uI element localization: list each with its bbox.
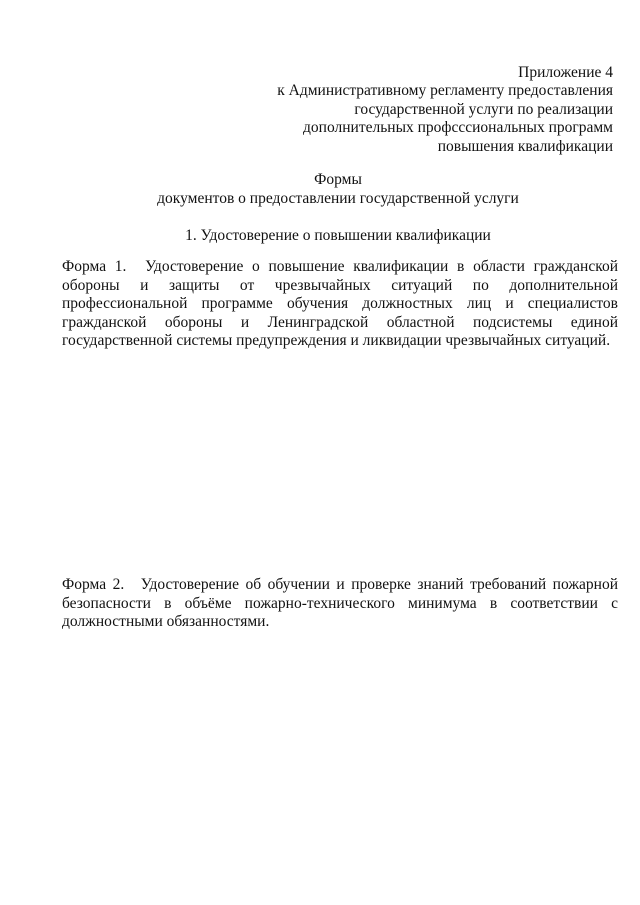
appendix-line-3: государственной услуги по реализации bbox=[354, 100, 613, 118]
form-2-label: Форма 2. bbox=[62, 576, 125, 593]
section-heading: 1. Удостоверение о повышении квалификации bbox=[185, 227, 491, 244]
form-1-paragraph bbox=[62, 258, 618, 351]
appendix-header bbox=[193, 64, 613, 156]
title-line-2: документов о предоставлении государственной услуги bbox=[157, 189, 519, 207]
form-2-paragraph bbox=[62, 576, 618, 632]
title-line-1: Формы bbox=[314, 171, 362, 188]
appendix-line-1: Приложение 4 bbox=[518, 64, 613, 81]
form-1-text: Удостоверение о повышение квалификации в области гражданской обороны и защиты от чрезвычайных ситуаций по дополнительной профессиональной программе обучения должностных лиц и специалистов гражданской обороны и Ленинградской областной подсистемы единой государственной системы предупреждения и ликвидации чрезвычайных ситуаций. bbox=[62, 258, 619, 350]
form-1-label: Форма 1. bbox=[62, 258, 127, 275]
appendix-line-2: к Административному регламенту предоставления bbox=[277, 82, 613, 100]
appendix-line-5: повышения квалификации bbox=[437, 137, 613, 155]
appendix-line-4: дополнительных профсссиональных программ bbox=[303, 119, 613, 137]
form-2-text: Удостоверение об обучении и проверке знаний требований пожарной безопасности в объёме пожарно-технического минимума в соответствии с должностными обязанностями. bbox=[62, 576, 619, 631]
document-title bbox=[0, 171, 640, 208]
